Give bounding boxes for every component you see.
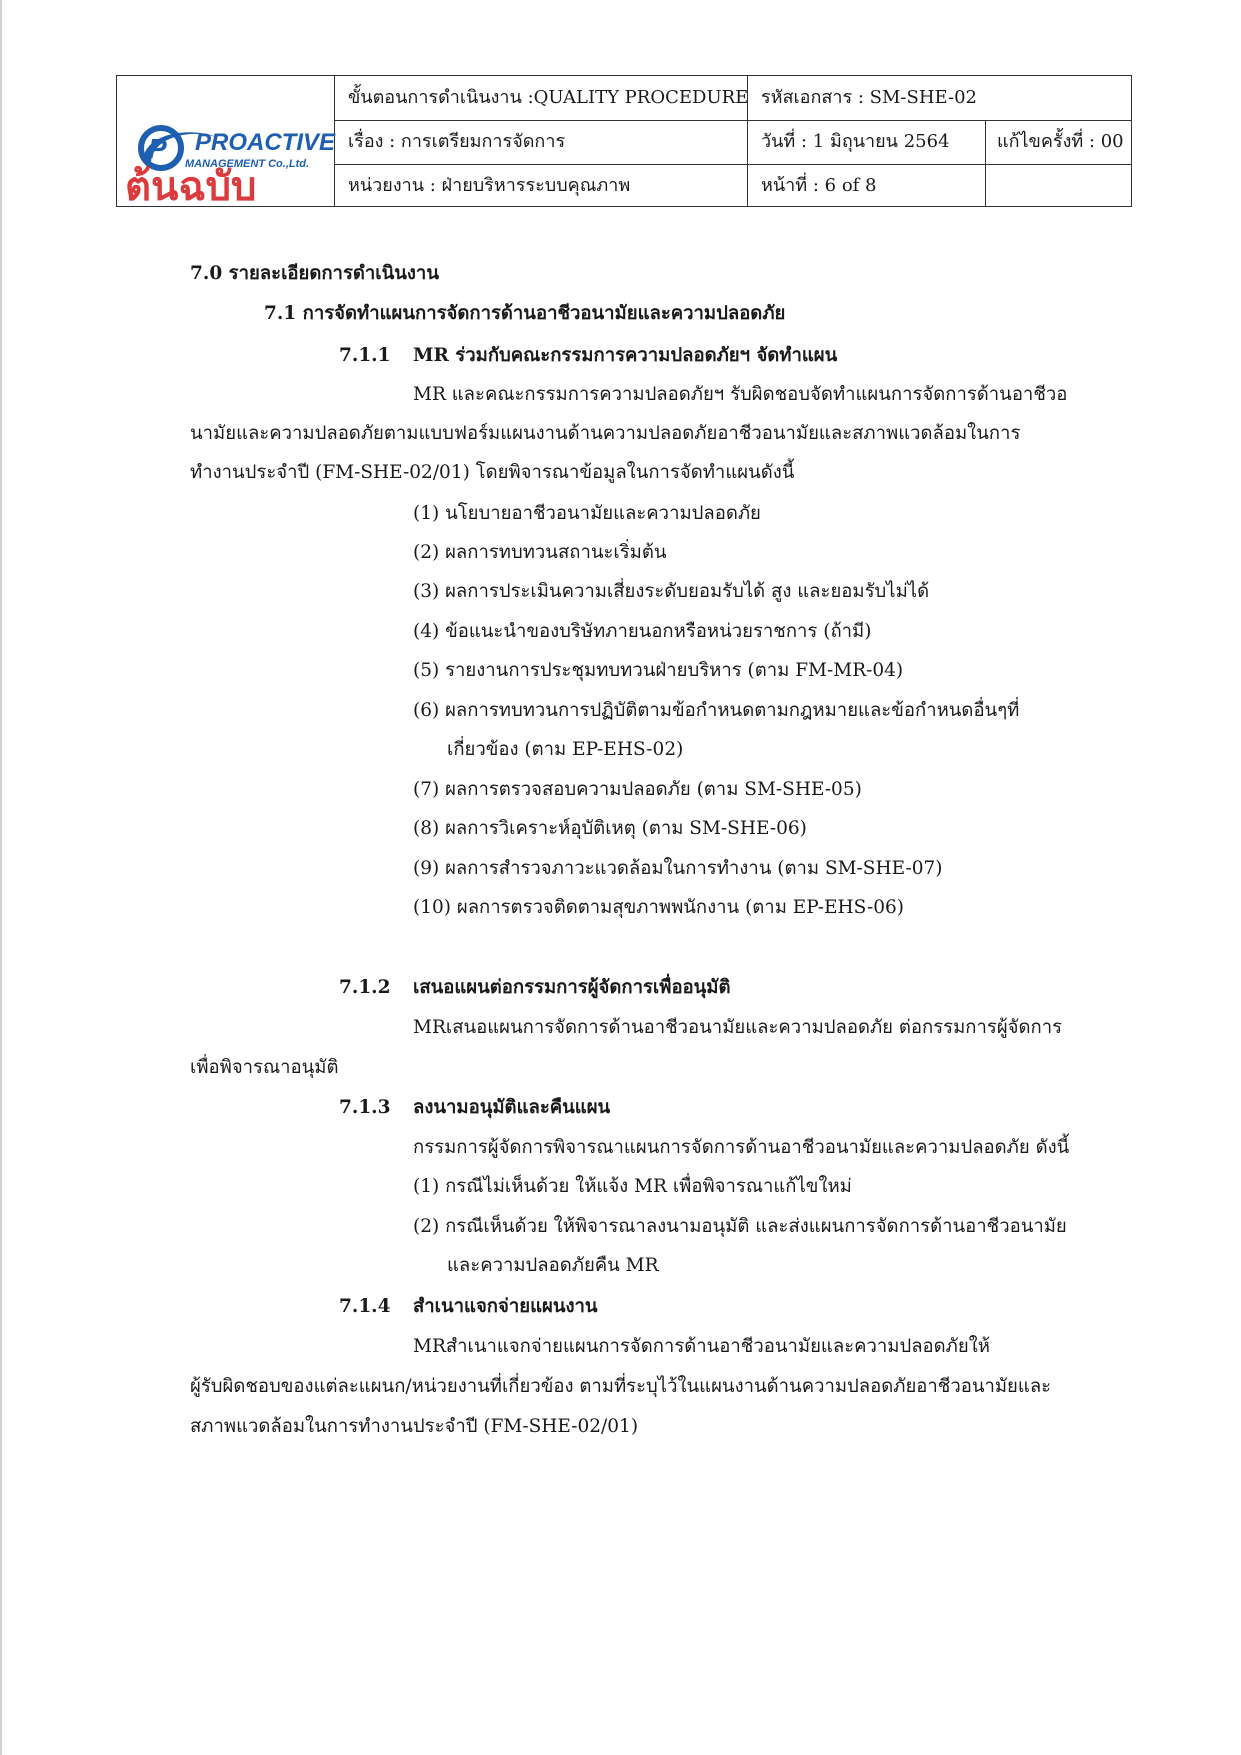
list-item: (4) ข้อแนะนำของบริษัทภายนอกหรือหน่วยราชการ (ถ้ามี) <box>413 621 872 642</box>
svg-text:PROACTIVE: PROACTIVE <box>195 129 336 156</box>
list-item-continuation: เกี่ยวข้อง (ตาม EP-EHS-02) <box>447 739 684 760</box>
doc-code: รหัสเอกสาร : SM-SHE-02 <box>761 87 977 108</box>
paragraph-line: สภาพแวดล้อมในการทำงานประจำปี (FM-SHE-02/01) <box>190 1416 639 1437</box>
list-item: (2) กรณีเห็นด้วย ให้พิจารณาลงนามอนุมัติ และส่งแผนการจัดการด้านอาชีวอนามัย <box>413 1216 1067 1237</box>
section-7-1-3-number: 7.1.3 <box>339 1097 391 1118</box>
svg-text:MANAGEMENT Co.,Ltd.: MANAGEMENT Co.,Ltd. <box>185 158 310 170</box>
document-header-table <box>116 75 1132 210</box>
list-item: (7) ผลการตรวจสอบความปลอดภัย (ตาม SM-SHE-05) <box>413 779 862 800</box>
paragraph-line: ทำงานประจำปี (FM-SHE-02/01) โดยพิจารณาข้อมูลในการจัดทำแผนดังนี้ <box>190 462 795 483</box>
revision: แก้ไขครั้งที่ : 00 <box>997 131 1124 152</box>
page-edge <box>0 0 2 1755</box>
paragraph-line: กรรมการผู้จัดการพิจารณาแผนการจัดการด้านอาชีวอนามัยและความปลอดภัย ดังนี้ <box>413 1137 1070 1158</box>
page-number: หน้าที่ : 6 of 8 <box>761 175 877 196</box>
department: หน่วยงาน : ฝ่ายบริหารระบบคุณภาพ <box>348 175 631 196</box>
list-item: (10) ผลการตรวจติดตามสุขภาพพนักงาน (ตาม EP-EHS-06) <box>413 897 904 918</box>
svg-text:ต้นฉบับ: ต้นฉบับ <box>125 164 257 210</box>
section-7-1-1-title: MR ร่วมกับคณะกรรมการความปลอดภัยฯ จัดทำแผน <box>413 345 838 366</box>
section-7-1-2-title: เสนอแผนต่อกรรมการผู้จัดการเพื่ออนุมัติ <box>413 977 731 998</box>
procedure-label: ขั้นตอนการดำเนินงาน :QUALITY PROCEDURE <box>348 87 749 108</box>
svg-text:P: P <box>148 133 167 164</box>
section-7-1-heading: 7.1 การจัดทำแผนการจัดการด้านอาชีวอนามัยและความปลอดภัย <box>264 303 786 324</box>
proactive-logo-icon <box>123 104 336 210</box>
paragraph-line: ผู้รับผิดชอบของแต่ละแผนก/หน่วยงานที่เกี่ยวข้อง ตามที่ระบุไว้ในแผนงานด้านความปลอดภัยอาชีวอนามัยและ <box>190 1376 1052 1397</box>
list-item: (1) นโยบายอาชีวอนามัยและความปลอดภัย <box>413 503 761 524</box>
paragraph-line: เพื่อพิจารณาอนุมัติ <box>190 1057 339 1078</box>
subject: เรื่อง : การเตรียมการจัดการ <box>348 131 566 152</box>
section-7-1-4-title: สำเนาแจกจ่ายแผนงาน <box>413 1296 598 1317</box>
section-7-1-3-title: ลงนามอนุมัติและคืนแผน <box>413 1097 611 1118</box>
list-item: (9) ผลการสำรวจภาวะแวดล้อมในการทำงาน (ตาม SM-SHE-07) <box>413 858 943 879</box>
section-7-0-heading: 7.0 รายละเอียดการดำเนินงาน <box>190 263 439 284</box>
section-7-1-4-number: 7.1.4 <box>339 1296 391 1317</box>
effective-date: วันที่ : 1 มิถุนายน 2564 <box>761 131 950 152</box>
list-item: (3) ผลการประเมินความเสี่ยงระดับยอมรับได้ สูง และยอมรับไม่ได้ <box>413 581 930 602</box>
list-item: (5) รายงานการประชุมทบทวนฝ่ายบริหาร (ตาม FM-MR-04) <box>413 660 904 681</box>
list-item-continuation: และความปลอดภัยคืน MR <box>447 1255 659 1276</box>
paragraph-line: MR และคณะกรรมการความปลอดภัยฯ รับผิดชอบจัดทำแผนการจัดการด้านอาชีวอ <box>413 384 1068 405</box>
list-item: (6) ผลการทบทวนการปฏิบัติตามข้อกำหนดตามกฎหมายและข้อกำหนดอื่นๆที่ <box>413 700 1020 721</box>
list-item: (1) กรณีไม่เห็นด้วย ให้แจ้ง MR เพื่อพิจารณาแก้ไขใหม่ <box>413 1176 852 1197</box>
section-7-1-1-number: 7.1.1 <box>339 345 391 366</box>
company-logo <box>123 104 336 210</box>
paragraph-line: นามัยและความปลอดภัยตามแบบฟอร์มแผนงานด้านความปลอดภัยอาชีวอนามัยและสภาพแวดล้อมในการ <box>190 423 1021 444</box>
list-item: (8) ผลการวิเคราะห์อุบัติเหตุ (ตาม SM-SHE-06) <box>413 818 807 839</box>
paragraph-line: MRเสนอแผนการจัดการด้านอาชีวอนามัยและความปลอดภัย ต่อกรรมการผู้จัดการ <box>413 1017 1063 1038</box>
list-item: (2) ผลการทบทวนสถานะเริ่มต้น <box>413 542 667 563</box>
paragraph-line: MRสำเนาแจกจ่ายแผนการจัดการด้านอาชีวอนามัยและความปลอดภัยให้ <box>413 1336 990 1357</box>
section-7-1-2-number: 7.1.2 <box>339 977 391 998</box>
